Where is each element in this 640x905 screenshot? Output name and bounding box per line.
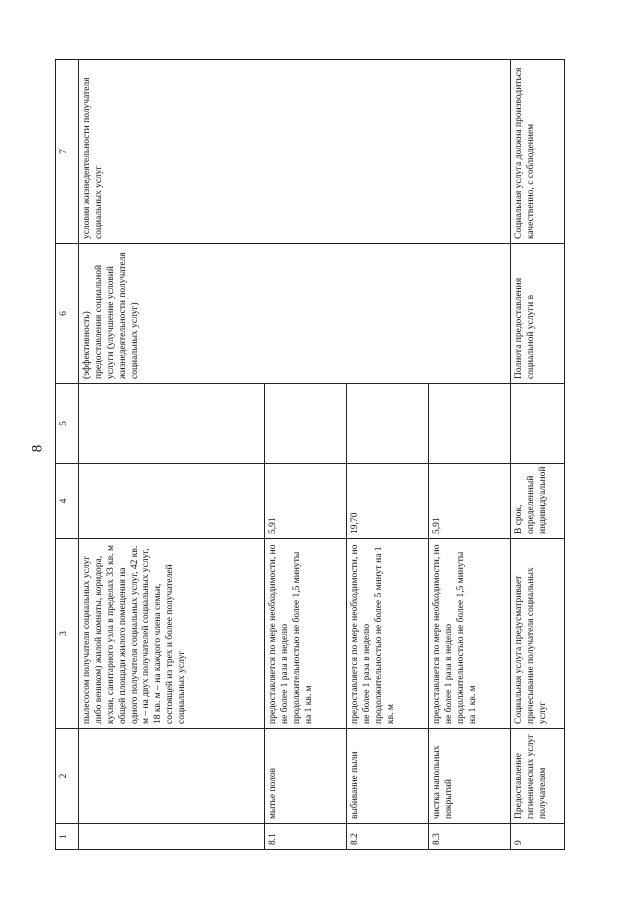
row-cell: 8.2 (347, 824, 429, 850)
row-cell: (эффективность) предоставления социальной услуги (улучшение условий жизнедеятельности получателя социальных услуг) (79, 244, 511, 384)
row-cell: 9 (511, 824, 565, 850)
row-cell: 5,91 (265, 464, 347, 539)
row-cell: предоставляется по мере необходимости, но не более 1 раза в неделю продолжительностью не более 1,5 минуты на 1 кв. м (265, 539, 347, 729)
row-cell (79, 824, 265, 850)
header-cell-5: 5 (56, 384, 79, 464)
row-cell (79, 464, 265, 539)
row-cell: предоставляется по мере необходимости, но не более 1 раза в неделю продолжительностью не более 5 минут на 1 кв. м (347, 539, 429, 729)
row-cell: мытье полов (265, 729, 347, 824)
row-cell (347, 384, 429, 464)
header-cell-4: 4 (56, 464, 79, 539)
header-cell-7: 7 (56, 60, 79, 244)
row-cell: Социальная услуга предусматривает причесывание получателя социальных услуг (511, 539, 565, 729)
rotated-table-area (55, 60, 565, 850)
header-cell-1: 1 (56, 824, 79, 850)
row-cell: условия жизнедеятельности получателя социальных услуг (79, 60, 511, 244)
row-cell: пылесосом получателя социальных услуг либо веником) жилой комнаты, коридора, кухни, санитарного узла в пределах 33 кв. м общей площади жилого помещения на одного получателя социальных услуг, 42 кв. м – на двух получателей социальных услуг, 18 кв. м – на каждого члена семьи, состоящей из трех и более получателей социальных услуг (79, 539, 265, 729)
row-cell (429, 384, 511, 464)
row-cell: 19,70 (347, 464, 429, 539)
row-cell (265, 384, 347, 464)
table-row (511, 60, 565, 850)
row-cell: 8.1 (265, 824, 347, 850)
row-cell (79, 729, 265, 824)
table-header-row (56, 60, 79, 850)
header-cell-3: 3 (56, 539, 79, 729)
row-cell: Предоставление гигиенических услуг получателям (511, 729, 565, 824)
header-cell-6: 6 (56, 244, 79, 384)
row-cell (79, 384, 265, 464)
row-cell: 5,91 (429, 464, 511, 539)
row-cell: Полнота предоставления социальной услуги в (511, 244, 565, 384)
row-cell: 8.3 (429, 824, 511, 850)
row-cell (511, 384, 565, 464)
row-cell: выбивание пыли (347, 729, 429, 824)
page-number: 8 (29, 444, 46, 453)
row-cell: чистка напольных покрытий (429, 729, 511, 824)
services-table (55, 59, 565, 850)
header-cell-2: 2 (56, 729, 79, 824)
row-cell: Социальная услуга должна производиться качественно, с соблюдением (511, 60, 565, 244)
table-row (79, 60, 265, 850)
row-cell: предоставляется по мере необходимости, но не более 1 раза в неделю продолжительностью не более 1,5 минуты на 1 кв. м (429, 539, 511, 729)
row-cell: В срок, определенный индивидуальной (511, 464, 565, 539)
